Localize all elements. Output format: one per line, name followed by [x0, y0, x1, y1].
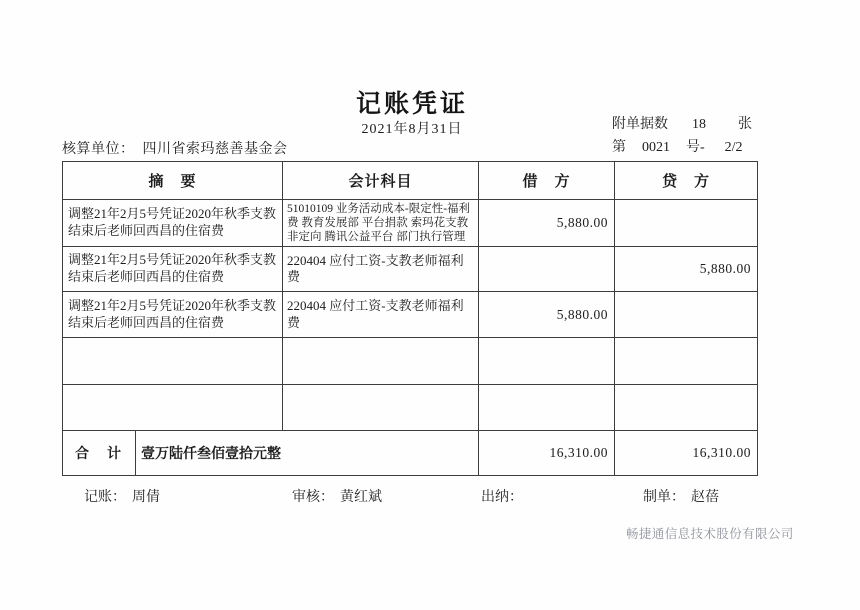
- row-debit: [479, 338, 615, 385]
- header-credit: 贷 方: [615, 162, 758, 200]
- total-row: [63, 431, 758, 476]
- reviewer-label: 审核：: [292, 490, 334, 505]
- table-row: [63, 338, 758, 385]
- row-debit: [479, 385, 615, 431]
- accounting-unit-line: [62, 138, 288, 158]
- row-summary: [63, 385, 283, 431]
- table-row: [63, 200, 758, 247]
- unit-name: 四川省索玛慈善基金会: [142, 142, 288, 157]
- bookkeeper-signature: [84, 486, 160, 506]
- row-debit: 5,880.00: [479, 292, 615, 338]
- row-account: 220404 应付工资-支教老师福利费: [283, 292, 479, 338]
- reviewer-signature: [292, 486, 382, 506]
- attachments-unit: 张: [738, 117, 752, 132]
- voucher-table: [62, 161, 758, 476]
- preparer-signature: [643, 486, 719, 506]
- row-credit: [615, 338, 758, 385]
- voucher-number-line: [612, 136, 812, 156]
- preparer-name: 赵蓓: [691, 490, 719, 505]
- attachments-line: [612, 113, 812, 133]
- row-summary: 调整21年2月5号凭证2020年秋季支教结束后老师回西昌的住宿费: [63, 292, 283, 338]
- unit-label: 核算单位：: [62, 142, 135, 157]
- row-account: [283, 338, 479, 385]
- bookkeeper-label: 记账：: [84, 490, 126, 505]
- row-credit: [615, 292, 758, 338]
- row-credit: 5,880.00: [615, 247, 758, 292]
- reviewer-name: 黄红斌: [340, 490, 382, 505]
- number-prefix: 第: [612, 140, 626, 155]
- software-vendor-name: 畅捷通信息技术股份有限公司: [626, 527, 794, 541]
- row-credit: [615, 200, 758, 247]
- amount-in-words: 壹万陆仟叁佰壹拾元整: [136, 431, 479, 476]
- row-summary: [63, 338, 283, 385]
- voucher-number: 0021: [642, 140, 670, 155]
- total-label: 合 计: [63, 431, 136, 476]
- preparer-label: 制单：: [643, 490, 685, 505]
- row-account: 220404 应付工资-支教老师福利费: [283, 247, 479, 292]
- row-account: [283, 385, 479, 431]
- attachments-count: 18: [692, 117, 706, 132]
- attachments-label: 附单据数: [612, 117, 668, 132]
- table-header-row: [63, 162, 758, 200]
- row-summary: 调整21年2月5号凭证2020年秋季支教结束后老师回西昌的住宿费: [63, 200, 283, 247]
- row-debit: 5,880.00: [479, 200, 615, 247]
- voucher-title: 记账凭证: [355, 91, 468, 118]
- voucher-date: 2021年8月31日: [361, 122, 463, 137]
- header-debit: 借 方: [479, 162, 615, 200]
- table-row: [63, 247, 758, 292]
- number-suffix: 号-: [686, 140, 705, 155]
- row-account: 51010109 业务活动成本-限定性-福利费 教育发展部 平台捐款 索玛花支教 非定向 腾讯公益平台 部门执行管理: [283, 200, 479, 247]
- table-row: [63, 385, 758, 431]
- row-summary: 调整21年2月5号凭证2020年秋季支教结束后老师回西昌的住宿费: [63, 247, 283, 292]
- cashier-signature: [481, 486, 529, 506]
- total-credit: 16,310.00: [615, 431, 758, 476]
- table-row: [63, 292, 758, 338]
- total-debit: 16,310.00: [479, 431, 615, 476]
- page-indicator: 2/2: [724, 140, 743, 155]
- bookkeeper-name: 周倩: [132, 490, 160, 505]
- row-debit: [479, 247, 615, 292]
- cashier-label: 出纳：: [481, 490, 523, 505]
- header-summary: 摘 要: [63, 162, 283, 200]
- header-account: 会计科目: [283, 162, 479, 200]
- row-credit: [615, 385, 758, 431]
